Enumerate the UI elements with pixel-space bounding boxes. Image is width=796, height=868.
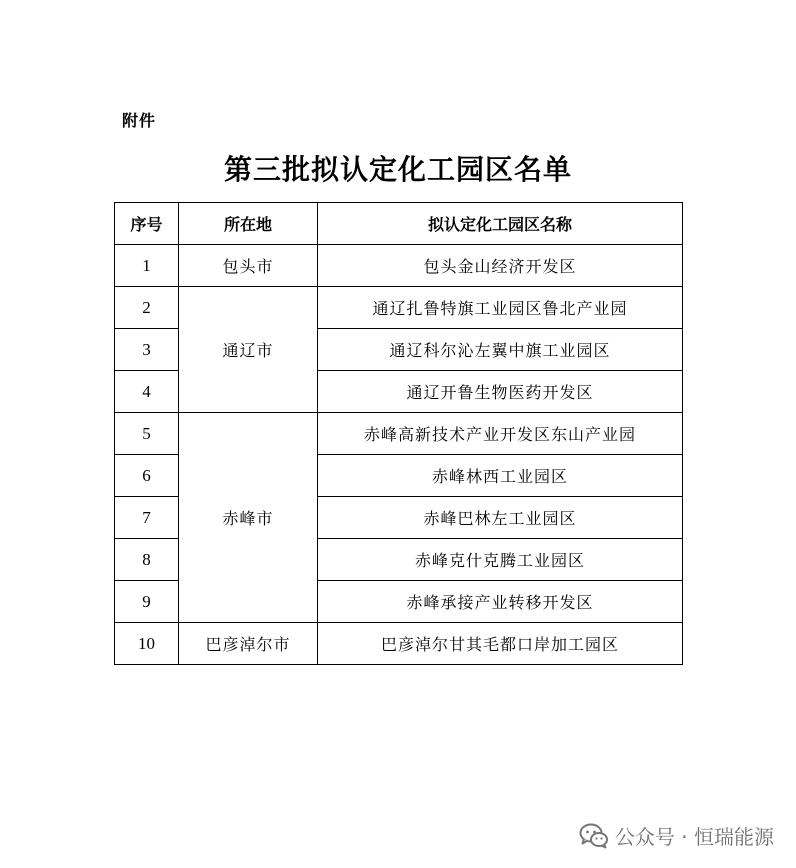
table-row — [115, 413, 683, 455]
cell-park-name: 包头金山经济开发区 — [318, 245, 683, 287]
attachment-label: 附件 — [122, 111, 157, 130]
cell-serial-number: 3 — [115, 329, 179, 371]
table-body — [115, 245, 683, 665]
table-header-row — [115, 203, 683, 245]
cell-location: 巴彦淖尔市 — [179, 623, 318, 665]
header-serial-number: 序号 — [115, 203, 179, 245]
watermark-text: 公众号 · 恒瑞能源 — [614, 825, 774, 849]
cell-park-name: 赤峰巴林左工业园区 — [318, 497, 683, 539]
cell-serial-number: 4 — [115, 371, 179, 413]
watermark — [579, 821, 774, 850]
cell-serial-number: 2 — [115, 287, 179, 329]
header-location: 所在地 — [179, 203, 318, 245]
park-list-table — [114, 202, 683, 665]
cell-park-name: 赤峰林西工业园区 — [318, 455, 683, 497]
cell-park-name: 赤峰克什克腾工业园区 — [318, 539, 683, 581]
cell-serial-number: 7 — [115, 497, 179, 539]
cell-serial-number: 9 — [115, 581, 179, 623]
cell-park-name: 通辽开鲁生物医药开发区 — [318, 371, 683, 413]
cell-park-name: 赤峰高新技术产业开发区东山产业园 — [318, 413, 683, 455]
page-title: 第三批拟认定化工园区名单 — [223, 153, 572, 186]
cell-park-name: 通辽科尔沁左翼中旗工业园区 — [318, 329, 683, 371]
table-row — [115, 287, 683, 329]
cell-park-name: 通辽扎鲁特旗工业园区鲁北产业园 — [318, 287, 683, 329]
cell-location: 通辽市 — [179, 287, 318, 413]
cell-park-name: 赤峰承接产业转移开发区 — [318, 581, 683, 623]
table-row — [115, 623, 683, 665]
cell-location: 赤峰市 — [179, 413, 318, 623]
cell-serial-number: 5 — [115, 413, 179, 455]
cell-location: 包头市 — [179, 245, 318, 287]
cell-serial-number: 10 — [115, 623, 179, 665]
cell-serial-number: 1 — [115, 245, 179, 287]
cell-park-name: 巴彦淖尔甘其毛都口岸加工园区 — [318, 623, 683, 665]
wechat-icon — [579, 823, 609, 849]
header-park-name: 拟认定化工园区名称 — [318, 203, 683, 245]
cell-serial-number: 8 — [115, 539, 179, 581]
table-row — [115, 245, 683, 287]
cell-serial-number: 6 — [115, 455, 179, 497]
